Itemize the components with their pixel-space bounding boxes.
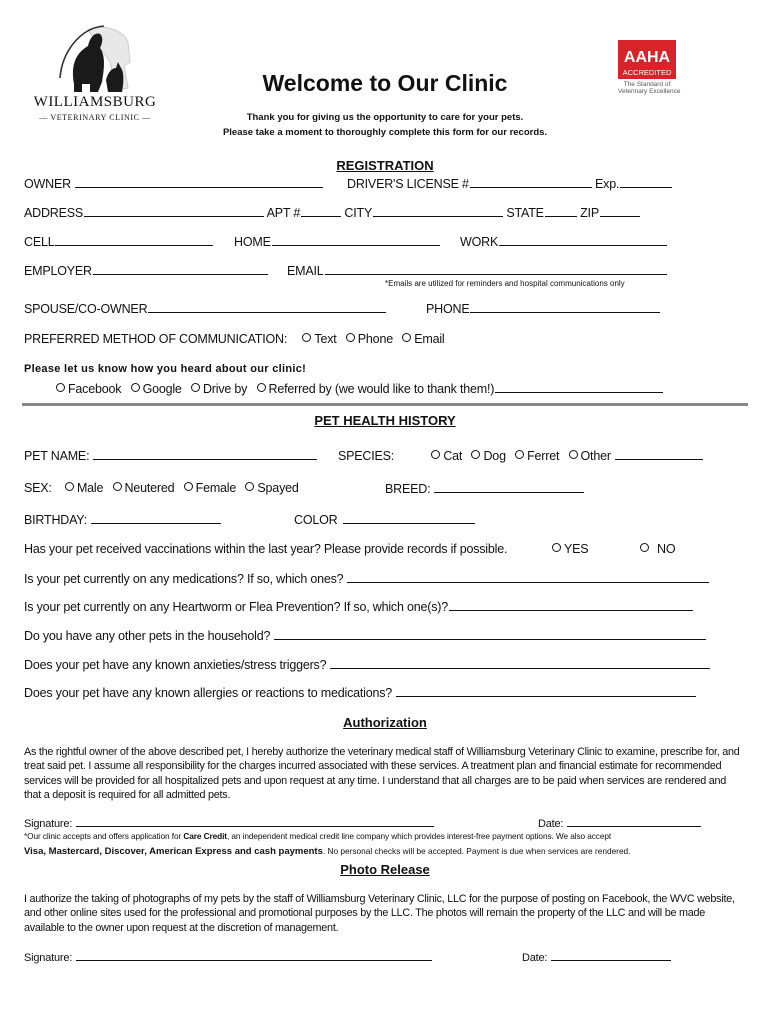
sex-label: SEX: (24, 481, 52, 495)
photo-date-row (522, 949, 671, 964)
employer-field[interactable] (93, 263, 268, 275)
other-pets-field[interactable] (274, 628, 706, 640)
radio-icon (402, 333, 411, 342)
vacc-yes[interactable]: YES (552, 542, 588, 556)
city-field[interactable] (373, 205, 503, 217)
allergy-question: Does your pet have any known allergies or reactions to medications? (24, 686, 393, 700)
birthday-row (24, 512, 221, 527)
radio-icon (65, 482, 74, 491)
birthday-field[interactable] (91, 512, 221, 524)
cell-label: CELL (24, 235, 55, 249)
logo-name: WILLIAMSBURG (33, 94, 157, 110)
city-label: CITY (344, 206, 373, 220)
registration-heading: REGISTRATION (336, 158, 434, 173)
aaha-tagline-2: Veterinary Excellence (618, 88, 681, 95)
spouse-label: SPOUSE/CO-OWNER (24, 302, 148, 316)
color-row (294, 512, 475, 527)
work-field[interactable] (499, 234, 667, 246)
species-label: SPECIES: (338, 449, 395, 463)
authorization-heading: Authorization (343, 715, 427, 730)
spouse-row (24, 301, 386, 316)
sex-neutered[interactable]: Neutered (113, 481, 175, 495)
radio-icon (245, 482, 254, 491)
radio-icon (552, 543, 561, 552)
breed-label: BREED: (385, 482, 431, 496)
radio-icon (515, 450, 524, 459)
photo-release-heading: Photo Release (340, 862, 430, 877)
phone-row (426, 301, 660, 316)
photo-release-text: I authorize the taking of photographs of my pets by the staff of Williamsburg Veterinary Clinic, LLC for the purpose of posting on Facebook, the WVC website, and other online sites used for the professional and promotional purposes by the LLC. The photos will remain the property of the LLC and will be made available to the owner upon request at the discretion of management. (24, 893, 735, 934)
radio-icon (302, 333, 311, 342)
page-title: Welcome to Our Clinic (262, 70, 508, 96)
apt-field[interactable] (301, 205, 341, 217)
intro-line-2: Please take a moment to thoroughly complete this form for our records. (222, 127, 548, 138)
sex-male[interactable]: Male (65, 481, 103, 495)
radio-icon (257, 383, 266, 392)
radio-icon (184, 482, 193, 491)
allergy-row (24, 685, 696, 700)
species-cat[interactable]: Cat (431, 449, 462, 463)
auth-date-field[interactable] (567, 815, 701, 827)
heartworm-row (24, 599, 693, 614)
employer-row (24, 263, 268, 278)
radio-icon (113, 482, 122, 491)
phone-label: PHONE (426, 302, 470, 316)
exp-label: Exp. (595, 177, 620, 191)
heard-question: Please let us know how you heard about our clinic! (24, 363, 307, 375)
address-label: ADDRESS (24, 206, 84, 220)
heard-facebook[interactable]: Facebook (56, 382, 121, 396)
owner-label: OWNER (24, 177, 71, 191)
auth-date-label: Date: (538, 818, 564, 830)
radio-icon (346, 333, 355, 342)
breed-row (385, 481, 584, 496)
license-row (347, 176, 672, 191)
allergy-field[interactable] (396, 685, 696, 697)
other-pets-row (24, 628, 706, 643)
address-row (24, 205, 640, 220)
radio-icon (569, 450, 578, 459)
phone-field[interactable] (470, 301, 660, 313)
birthday-label: BIRTHDAY: (24, 513, 88, 527)
apt-label: APT # (266, 206, 301, 220)
photo-date-label: Date: (522, 952, 548, 964)
aaha-tagline-1: The Standard of (623, 81, 671, 88)
anxiety-row (24, 657, 710, 672)
work-label: WORK (460, 235, 499, 249)
sex-female[interactable]: Female (184, 481, 236, 495)
species-row (338, 448, 703, 463)
comm-option-email[interactable]: Email (402, 332, 444, 346)
exp-field[interactable] (620, 176, 672, 188)
heartworm-question: Is your pet currently on any Heartworm or Flea Prevention? If so, which one(s)? (24, 600, 448, 614)
cell-field[interactable] (55, 234, 213, 246)
owner-row (24, 176, 323, 191)
photo-signature-field[interactable] (76, 949, 432, 961)
email-row (287, 263, 667, 278)
section-divider (22, 403, 748, 406)
state-field[interactable] (545, 205, 577, 217)
intro-line-1: Thank you for giving us the opportunity to care for your pets. (246, 112, 524, 123)
breed-field[interactable] (434, 481, 584, 493)
authorization-text: As the rightful owner of the above described pet, I hereby authorize the veterinary medical staff of Williamsburg Veterinary Clinic to examine, prescribe for, and treat said pet. I assume all responsibility for the charges incurred associated with these services. A treatment plan and financial estimate for recommended services will be provided for all hospitalized pets and upon request at any time. I understand that all charges are to be paid when services are rendered and that a deposit is required for all admitted pets. (24, 746, 740, 801)
payment-note: Visa, Mastercard, Discover, American Express and cash payments. No personal checks will be accepted. Payment is due when services are rendered. (24, 846, 631, 857)
cell-row (24, 234, 213, 249)
sex-spayed[interactable]: Spayed (245, 481, 298, 495)
species-ferret[interactable]: Ferret (515, 449, 559, 463)
license-label: DRIVER'S LICENSE # (347, 177, 469, 191)
owner-field[interactable] (75, 176, 323, 188)
vaccination-question: Has your pet received vaccinations within the last year? Please provide records if possible. (24, 542, 508, 556)
zip-label: ZIP (580, 206, 599, 220)
email-note: *Emails are utilized for reminders and hospital communications only (385, 279, 625, 288)
sex-row (24, 481, 299, 495)
auth-date-row (538, 815, 701, 830)
heartworm-field[interactable] (449, 599, 693, 611)
care-credit-note: *Our clinic accepts and offers application for Care Credit, an independent medical credit line company which provides interest-free payment options. We also accept (24, 831, 612, 841)
photo-signature-label: Signature: (24, 952, 73, 964)
radio-icon (56, 383, 65, 392)
auth-signature-field[interactable] (76, 815, 434, 827)
employer-label: EMPLOYER (24, 264, 92, 278)
other-pets-question: Do you have any other pets in the household? (24, 629, 271, 643)
medications-row (24, 571, 709, 586)
pet-name-label: PET NAME: (24, 449, 90, 463)
auth-signature-row (24, 815, 434, 830)
pet-history-heading: PET HEALTH HISTORY (314, 413, 456, 428)
heard-drive-by[interactable]: Drive by (191, 382, 247, 396)
logo-subtitle: — VETERINARY CLINIC — (39, 113, 151, 122)
comm-option-text[interactable]: Text (302, 332, 336, 346)
email-field[interactable] (325, 263, 667, 275)
comm-option-phone[interactable]: Phone (346, 332, 393, 346)
medications-field[interactable] (347, 571, 709, 583)
pet-name-row (24, 448, 317, 463)
color-field[interactable] (343, 512, 475, 524)
home-row (234, 234, 440, 249)
aaha-status: ACCREDITED (622, 68, 672, 77)
radio-icon (640, 543, 649, 552)
spouse-field[interactable] (148, 301, 386, 313)
species-dog[interactable]: Dog (471, 449, 505, 463)
species-other[interactable]: Other (569, 449, 703, 463)
anxiety-question: Does your pet have any known anxieties/stress triggers? (24, 658, 327, 672)
species-other-field[interactable] (615, 448, 703, 460)
address-field[interactable] (84, 205, 264, 217)
heard-options (56, 381, 663, 396)
photo-signature-row (24, 949, 432, 964)
heard-google[interactable]: Google (131, 382, 182, 396)
radio-icon (431, 450, 440, 459)
anxiety-field[interactable] (330, 657, 710, 669)
email-label: EMAIL (287, 264, 324, 278)
color-label: COLOR (294, 513, 338, 527)
radio-icon (471, 450, 480, 459)
radio-icon (191, 383, 200, 392)
zip-field[interactable] (600, 205, 640, 217)
pet-name-field[interactable] (93, 448, 317, 460)
preferred-row (24, 332, 451, 346)
work-row (460, 234, 667, 249)
photo-date-field[interactable] (551, 949, 671, 961)
heard-referred[interactable]: Referred by (we would like to thank them!) (257, 382, 664, 396)
medications-question: Is your pet currently on any medications? If so, which ones? (24, 572, 344, 586)
home-field[interactable] (272, 234, 440, 246)
home-label: HOME (234, 235, 271, 249)
radio-icon (131, 383, 140, 392)
referred-field[interactable] (495, 381, 663, 393)
license-field[interactable] (470, 176, 592, 188)
preferred-label: PREFERRED METHOD OF COMMUNICATION: (24, 332, 288, 346)
aaha-brand: AAHA (623, 49, 671, 66)
state-label: STATE (506, 206, 544, 220)
vacc-no[interactable]: NO (640, 542, 675, 556)
auth-signature-label: Signature: (24, 818, 73, 830)
